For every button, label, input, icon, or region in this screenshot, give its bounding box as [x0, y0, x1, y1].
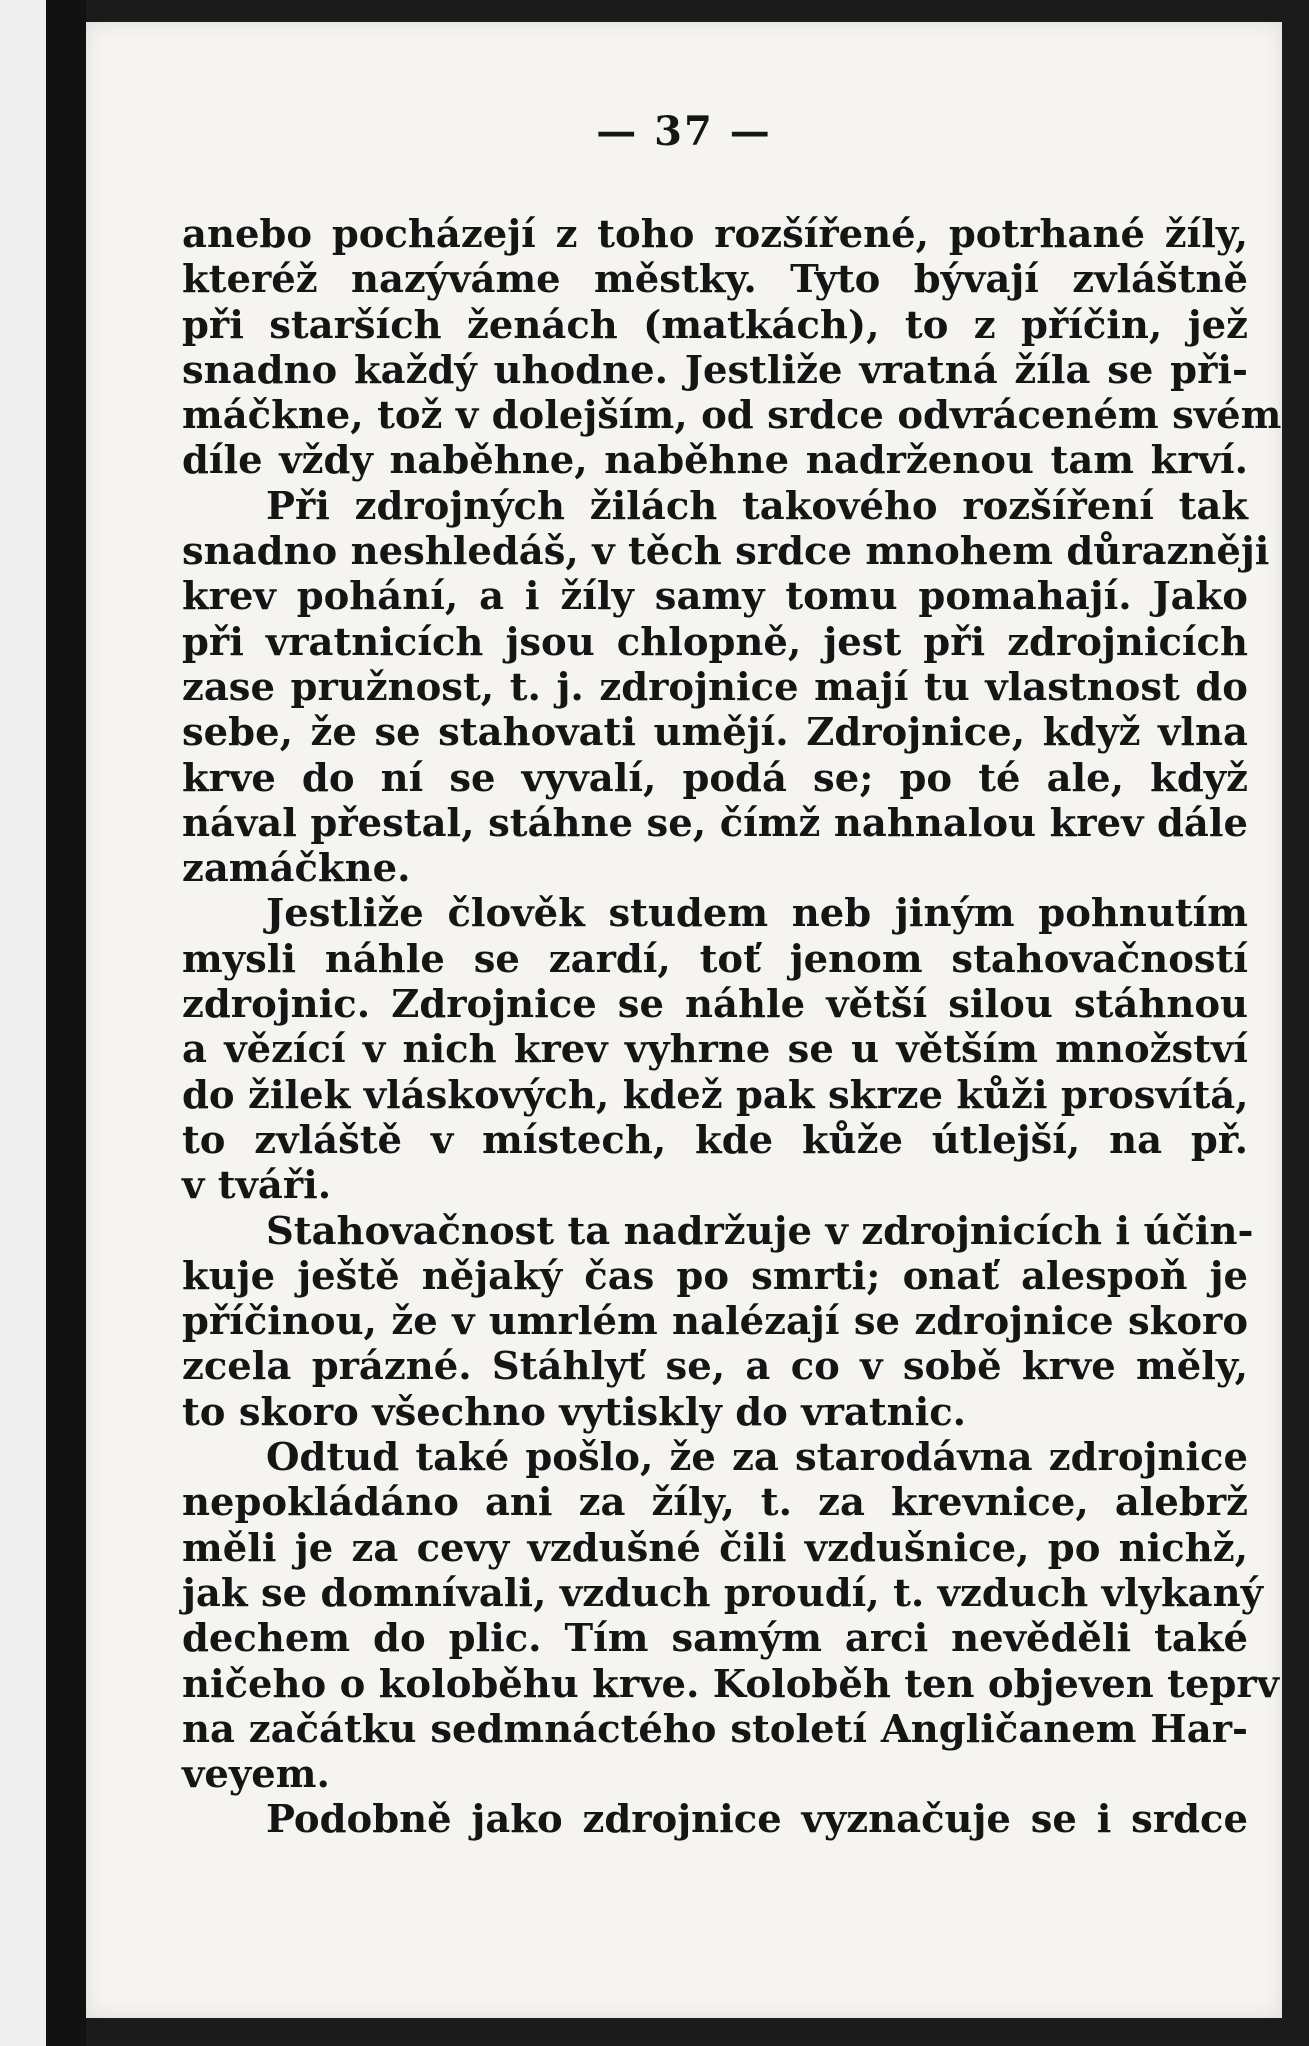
text-line: to zvláště v místech, kde kůže útlejší, na př. [182, 1117, 1248, 1163]
text-line: do žilek vláskových, kdež pak skrze kůži prosvítá, [182, 1072, 1249, 1118]
text-line: kuje ještě nějaký čas po smrti; onať alespoň je [182, 1253, 1248, 1299]
text-line: měli je za cevy vzdušné čili vzdušnice, po nichž, [182, 1525, 1248, 1571]
text-line: Odtud také pošlo, že za starodávna zdrojnice [266, 1435, 1248, 1481]
text-line: Stahovačnost ta nadržuje v zdrojnicích i účin- [266, 1208, 1254, 1254]
text-line: krve do ní se vyvalí, podá se; po té ale, když [182, 755, 1248, 801]
text-line: nepokládáno ani za žíly, t. za krevnice, alebrž [182, 1480, 1248, 1526]
text-line: Jestliže člověk studem neb jiným pohnutím [266, 891, 1248, 937]
text-line: to skoro všechno vytiskly do vratnic. [182, 1389, 967, 1435]
text-line: snadno každý uhodne. Jestliže vratná žíla se při- [182, 347, 1248, 393]
text-line: při vratnicích jsou chlopně, jest při zdrojnicích [182, 619, 1248, 665]
text-line: příčinou, že v umrlém nalézají se zdrojnice skoro [182, 1299, 1248, 1345]
text-line: veyem. [182, 1752, 330, 1798]
text-line: díle vždy naběhne, naběhne nadrženou tam krví. [182, 438, 1248, 484]
text-line: dechem do plic. Tím samým arci nevěděli také [182, 1616, 1248, 1662]
text-line: krev pohání, a i žíly samy tomu pomahají. Jako [182, 574, 1248, 620]
text-line: zcela prázné. Stáhlyť se, a co v sobě krve měly, [182, 1344, 1248, 1390]
text-line: a vězící v nich krev vyhrne se u větším množství [182, 1027, 1248, 1073]
text-line: sebe, že se stahovati umějí. Zdrojnice, když vlna [182, 710, 1248, 756]
page-number: — 37 — [596, 108, 772, 155]
text-line: anebo pocházejí z toho rozšířené, potrhané žíly, [182, 212, 1248, 257]
text-line: Při zdrojných žilách takového rozšíření tak [266, 483, 1248, 529]
book-page [86, 22, 1282, 2018]
text-line: mysli náhle se zardí, toť jenom stahovačností [182, 936, 1248, 982]
scan-margin-left [0, 0, 46, 2046]
text-line: Podobně jako zdrojnice vyznačuje se i srdce [266, 1797, 1248, 1843]
text-line: kteréž nazýváme městky. Tyto bývají zvláštně [182, 257, 1248, 303]
text-line: zdrojnic. Zdrojnice se náhle větší silou stáhnou [182, 982, 1248, 1028]
text-line: v tváři. [182, 1163, 332, 1209]
text-line: na začátku sedmnáctého století Angličanem Har- [182, 1706, 1248, 1752]
text-line: nával přestal, stáhne se, čímž nahnalou krev dále [182, 800, 1248, 846]
scan-shadow-edge [46, 0, 86, 2046]
text-line: ničeho o koloběhu krve. Koloběh ten objeven teprv [182, 1661, 1280, 1707]
text-line: zamáčkne. [182, 846, 411, 892]
text-line: máčkne, tož v dolejším, od srdce odvráceném svém [182, 393, 1282, 439]
text-line: zase pružnost, t. j. zdrojnice mají tu vlastnost do [182, 664, 1248, 710]
text-line: při starších ženách (matkách), to z příčin, jež [182, 302, 1248, 348]
text-line: jak se domnívali, vzduch proudí, t. vzduch vlykaný [182, 1570, 1263, 1616]
body-text [182, 212, 1282, 1843]
text-line: snadno neshledáš, v těch srdce mnohem důrazněji [182, 529, 1270, 575]
